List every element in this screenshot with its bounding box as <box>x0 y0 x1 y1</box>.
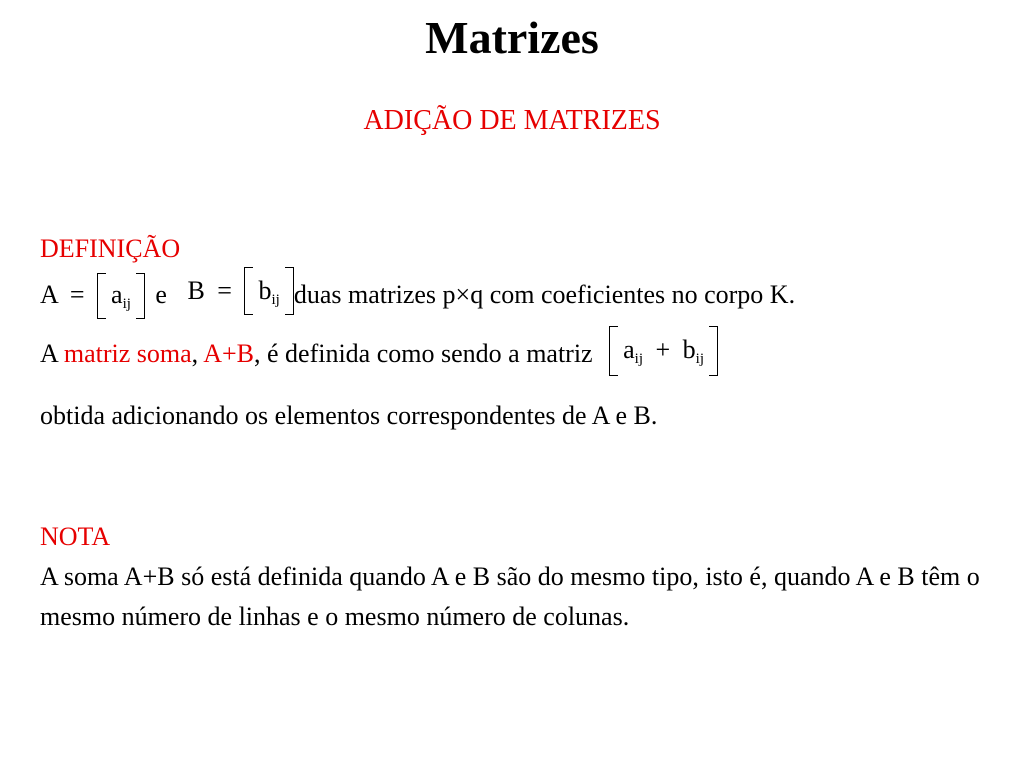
line-2-comma: , <box>191 339 204 368</box>
matrix-a-bracket <box>97 279 145 311</box>
page-title: Matrizes <box>425 12 599 63</box>
definition-line-2 <box>40 335 718 374</box>
equals-sign: = <box>69 280 85 309</box>
note-heading: NOTA <box>40 522 111 551</box>
section-subtitle: ADIÇÃO DE MATRIZES <box>363 105 661 136</box>
matrix-b-element: b <box>258 276 272 305</box>
definition-line-3: obtida adicionando os elementos correspondentes de A e B. <box>40 401 658 430</box>
sum-b-subscript: ij <box>695 351 705 367</box>
matrix-a-subscript: ij <box>122 296 131 312</box>
term-matriz-soma: matriz soma <box>63 339 192 368</box>
line-2-prefix: A <box>40 339 64 368</box>
matrix-b-subscript: ij <box>271 292 280 308</box>
definition-line-1-text: duas matrizes p×q com coeficientes no corpo K. <box>293 280 796 309</box>
note-text: A soma A+B só está definida quando A e B são do mesmo tipo, isto é, quando A e B têm o mesmo número de linhas e o mesmo número de colunas. <box>40 562 980 631</box>
matrix-a-symbol: A <box>40 280 58 309</box>
term-a-plus-b: A+B <box>203 339 254 368</box>
matrix-b-bracket <box>244 275 293 311</box>
equals-sign: = <box>217 276 232 305</box>
conjunction-e: e <box>155 280 167 309</box>
plus-sign: + <box>655 335 671 364</box>
definition-line-1 <box>40 276 796 315</box>
definition-heading: DEFINIÇÃO <box>40 234 181 263</box>
matrix-a-element: a <box>111 280 123 309</box>
matrix-b-symbol: B <box>187 276 205 305</box>
line-2-text: , é definida como sendo a matriz <box>254 339 593 368</box>
sum-a-subscript: ij <box>634 351 643 367</box>
sum-a-element: a <box>623 335 635 364</box>
sum-matrix-bracket <box>609 334 718 370</box>
sum-b-element: b <box>682 335 696 364</box>
